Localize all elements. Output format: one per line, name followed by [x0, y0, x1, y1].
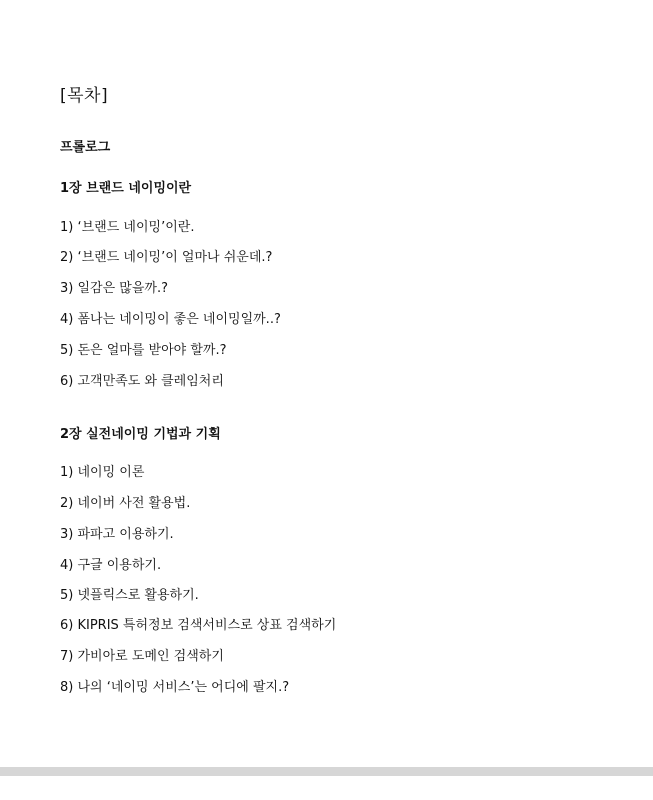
chapter2-item-7: 7) 가비아로 도메인 검색하기 [60, 649, 224, 664]
chapter1-item-3: 3) 일감은 많을까.? [60, 281, 168, 296]
chapter2-item-3: 3) 파파고 이용하기. [60, 527, 174, 542]
prologue-heading: 프롤로그 [60, 140, 111, 155]
page-separator [0, 767, 653, 776]
chapter2-item-1: 1) 네이밍 이론 [60, 465, 145, 480]
chapter2-heading: 2장 실전네이밍 기법과 기획 [60, 427, 221, 442]
chapter1-item-5: 5) 돈은 얼마를 받아야 할까.? [60, 343, 227, 358]
chapter2-item-5: 5) 넷플릭스로 활용하기. [60, 588, 199, 603]
chapter1-item-2: 2) ‘브랜드 네이밍’이 얼마나 쉬운데.? [60, 250, 273, 265]
toc-heading: [목차] [60, 86, 109, 106]
chapter2-item-2: 2) 네이버 사전 활용법. [60, 496, 191, 511]
chapter2-item-8: 8) 나의 ‘네이밍 서비스’는 어디에 팔지.? [60, 680, 290, 695]
next-page-edge [0, 776, 653, 800]
chapter1-item-6: 6) 고객만족도 와 클레임처리 [60, 374, 224, 389]
chapter1-item-4: 4) 폼나는 네이밍이 좋은 네이밍일까..? [60, 312, 281, 327]
chapter2-item-4: 4) 구글 이용하기. [60, 558, 162, 573]
chapter2-item-6: 6) KIPRIS 특허정보 검색서비스로 상표 검색하기 [60, 618, 337, 633]
chapter1-item-1: 1) ‘브랜드 네이밍’이란. [60, 220, 195, 235]
chapter1-heading: 1장 브랜드 네이밍이란 [60, 181, 192, 196]
